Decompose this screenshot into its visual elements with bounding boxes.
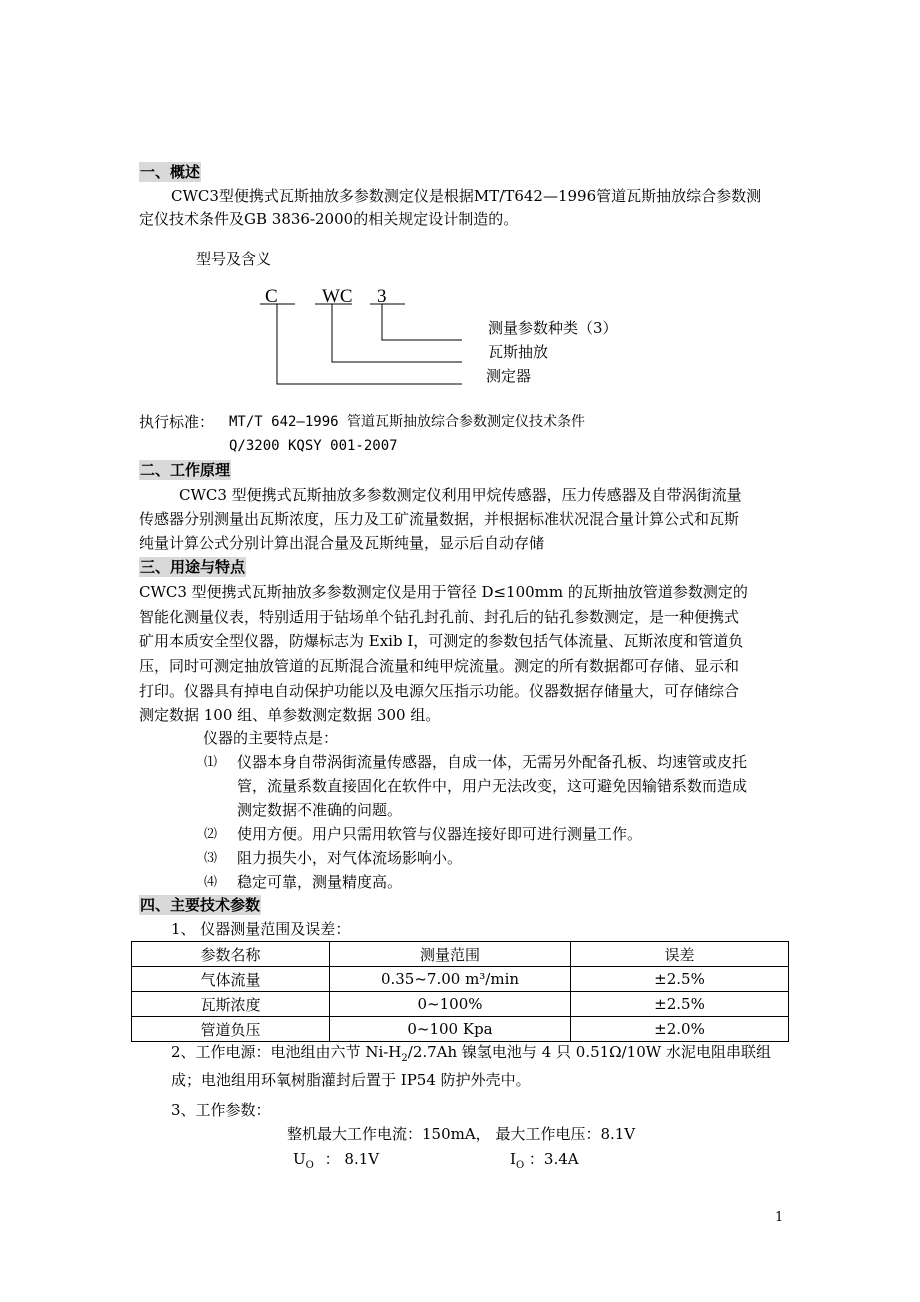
section-heading-principle: 二、工作原理 [140,461,231,479]
feature-2-line-1: 使用方便。用户只需用软管与仪器连接好即可进行测量工作。 [237,825,643,843]
model-label: 型号及含义 [196,250,272,268]
table-cell: 管道负压 [132,1017,330,1042]
io-param [510,1149,579,1176]
connector-3 [382,304,462,340]
model-part-c: C [265,286,278,307]
standard-2: Q/3200 KQSY 001-2007 [229,438,398,454]
usage-line-2: 智能化测量仪表，特别适用于钻场单个钻孔封孔前、封孔后的钻孔参数测定，是一种便携式 [139,608,740,626]
table-cell: 0~100 Kpa [330,1017,571,1042]
uo-value: ： 8.1V [324,1150,380,1168]
connector-c [277,304,462,384]
table-cell: ±2.5% [571,967,789,992]
usage-line-5: 打印。仪器具有掉电自动保护功能以及电源欠压指示功能。仪器数据存储量大，可存储综合 [139,682,740,700]
connector-wc [332,304,462,362]
table-cell: 瓦斯浓度 [132,992,330,1017]
overview-line-1: CWC3型便携式瓦斯抽放多参数测定仪是根据MT/T642—1996管道瓦斯抽放综合参数测 [171,187,762,205]
table-cell: 0.35~7.00 m³/min [330,967,571,992]
standard-label: 执行标准： [139,413,215,431]
feature-number-2: ⑵ [204,827,218,842]
spec-table [131,941,789,1042]
table-row [132,1017,789,1042]
specs-item-2-line-2: 成；电池组用环氧树脂灌封后置于 IP54 防护外壳中。 [171,1071,531,1089]
power-subscript: 2 [401,1053,408,1064]
power-text-b: /2.7Ah 镍氢电池与 4 只 0.51Ω/10W 水泥电阻串联组 [407,1043,771,1061]
feature-number-3: ⑶ [204,851,218,866]
feature-number-4: ⑷ [204,875,218,890]
standard-1: MT/T 642—1996 管道瓦斯抽放综合参数测定仪技术条件 [229,414,586,430]
features-intro: 仪器的主要特点是： [203,729,339,747]
usage-line-6: 测定数据 100 组、单参数测定数据 300 组。 [139,706,441,724]
model-meaning-1: 测量参数种类（3） [488,319,618,337]
uo-param [293,1149,379,1176]
io-subscript: O [515,1160,525,1171]
table-header-param: 参数名称 [132,942,330,967]
specs-item-1: 1、 仪器测量范围及误差： [171,920,351,938]
model-meaning-2: 瓦斯抽放 [488,343,549,361]
table-header-range: 测量范围 [330,942,571,967]
table-cell: ±2.0% [571,1017,789,1042]
feature-1-line-1: 仪器本身自带涡街流量传感器，自成一体，无需另外配备孔板、均速管或皮托 [237,753,748,771]
work-params-line: 整机最大工作电流：150mA， 最大工作电压：8.1V [287,1125,636,1143]
feature-4-line-1: 稳定可靠，测量精度高。 [237,873,403,891]
power-text-a: 2、工作电源：电池组由六节 Ni-H [171,1043,402,1061]
table-cell: ±2.5% [571,992,789,1017]
page-number: 1 [775,1210,784,1225]
principle-line-1: CWC3 型便携式瓦斯抽放多参数测定仪利用甲烷传感器，压力传感器及自带涡街流量 [179,486,742,504]
table-cell: 气体流量 [132,967,330,992]
model-meaning-3: 测定器 [486,367,532,385]
feature-1-line-2: 管，流量系数直接固化在软件中，用户无法改变，这可避免因输错系数而造成 [237,777,748,795]
io-label: I [510,1150,516,1168]
uo-label: U [293,1150,306,1168]
overview-line-2: 定仪技术条件及GB 3836-2000的相关规定设计制造的。 [139,210,519,228]
specs-item-3: 3、工作参数： [171,1101,271,1119]
principle-line-3: 纯量计算公式分别计算出混合量及瓦斯纯量，显示后自动存储 [139,534,545,552]
principle-line-2: 传感器分别测量出瓦斯浓度，压力及工矿流量数据，并根据标准状况混合量计算公式和瓦斯 [139,510,740,528]
section-heading-specs: 四、主要技术参数 [140,896,261,914]
usage-line-3: 矿用本质安全型仪器，防爆标志为 Exib I，可测定的参数包括气体流量、瓦斯浓度和管道负 [139,632,744,650]
section-heading-usage: 三、用途与特点 [140,558,246,576]
feature-1-line-3: 测定数据不准确的问题。 [237,801,403,819]
table-header-row [132,942,789,967]
table-cell: 0~100% [330,992,571,1017]
table-header-error: 误差 [571,942,789,967]
io-value: ：3.4A [528,1150,579,1168]
model-part-3: 3 [377,286,387,307]
table-row [132,992,789,1017]
usage-line-1: CWC3 型便携式瓦斯抽放多参数测定仪是用于管径 D≤100mm 的瓦斯抽放管道参数测定的 [139,583,748,601]
uo-subscript: O [305,1160,314,1171]
table-row [132,967,789,992]
usage-line-4: 压，同时可测定抽放管道的瓦斯混合流量和纯甲烷流量。测定的所有数据都可存储、显示和 [139,657,740,675]
model-diagram [255,282,495,392]
feature-number-1: ⑴ [204,755,218,770]
section-heading-overview: 一、概述 [140,163,201,181]
model-part-wc: WC [322,286,353,307]
feature-3-line-1: 阻力损失小，对气体流场影响小。 [237,849,463,867]
specs-item-2 [171,1042,771,1069]
